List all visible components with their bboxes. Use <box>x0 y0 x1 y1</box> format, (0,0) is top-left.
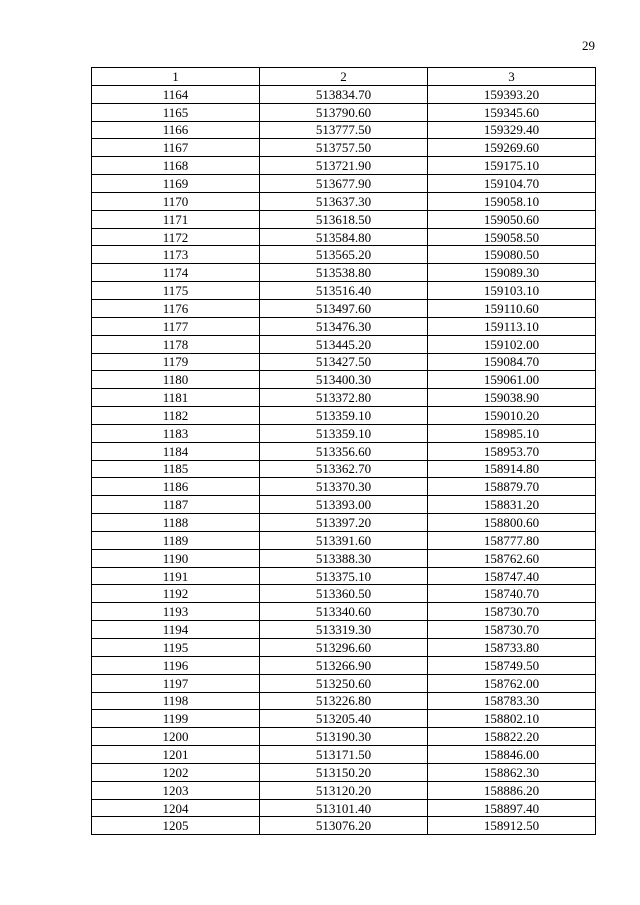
y-coordinate-cell: 159269.60 <box>428 139 596 157</box>
y-coordinate-cell: 158897.40 <box>428 799 596 817</box>
table-body <box>92 85 596 834</box>
y-coordinate-cell: 158762.60 <box>428 549 596 567</box>
table-row <box>92 407 596 425</box>
x-coordinate-cell: 513677.90 <box>260 175 428 193</box>
table-row <box>92 175 596 193</box>
point-number-cell: 1176 <box>92 299 260 317</box>
y-coordinate-cell: 158747.40 <box>428 567 596 585</box>
x-coordinate-cell: 513120.20 <box>260 781 428 799</box>
point-number-cell: 1199 <box>92 710 260 728</box>
point-number-cell: 1191 <box>92 567 260 585</box>
table-row <box>92 799 596 817</box>
point-number-cell: 1193 <box>92 603 260 621</box>
table-row <box>92 531 596 549</box>
x-coordinate-cell: 513359.10 <box>260 407 428 425</box>
table-row <box>92 389 596 407</box>
table-row <box>92 371 596 389</box>
table-row <box>92 299 596 317</box>
y-coordinate-cell: 158914.80 <box>428 460 596 478</box>
x-coordinate-cell: 513319.30 <box>260 621 428 639</box>
table-row <box>92 746 596 764</box>
table-row <box>92 192 596 210</box>
table-row <box>92 639 596 657</box>
x-coordinate-cell: 513205.40 <box>260 710 428 728</box>
y-coordinate-cell: 159084.70 <box>428 353 596 371</box>
table-row <box>92 246 596 264</box>
x-coordinate-cell: 513400.30 <box>260 371 428 389</box>
x-coordinate-cell: 513340.60 <box>260 603 428 621</box>
point-number-cell: 1188 <box>92 514 260 532</box>
y-coordinate-cell: 159089.30 <box>428 264 596 282</box>
x-coordinate-cell: 513565.20 <box>260 246 428 264</box>
table-row <box>92 514 596 532</box>
y-coordinate-cell: 158879.70 <box>428 478 596 496</box>
table-row <box>92 781 596 799</box>
table-row <box>92 567 596 585</box>
x-coordinate-cell: 513516.40 <box>260 282 428 300</box>
table-row <box>92 549 596 567</box>
x-coordinate-cell: 513777.50 <box>260 121 428 139</box>
x-coordinate-cell: 513362.70 <box>260 460 428 478</box>
y-coordinate-cell: 158985.10 <box>428 424 596 442</box>
point-number-cell: 1183 <box>92 424 260 442</box>
table-row <box>92 728 596 746</box>
y-coordinate-cell: 158762.00 <box>428 674 596 692</box>
x-coordinate-cell: 513359.10 <box>260 424 428 442</box>
point-number-cell: 1173 <box>92 246 260 264</box>
point-number-cell: 1166 <box>92 121 260 139</box>
table-row <box>92 282 596 300</box>
point-number-cell: 1180 <box>92 371 260 389</box>
x-coordinate-cell: 513393.00 <box>260 496 428 514</box>
point-number-cell: 1168 <box>92 157 260 175</box>
table-row <box>92 817 596 835</box>
x-coordinate-cell: 513360.50 <box>260 585 428 603</box>
table-row <box>92 85 596 103</box>
point-number-cell: 1192 <box>92 585 260 603</box>
point-number-cell: 1190 <box>92 549 260 567</box>
x-coordinate-cell: 513427.50 <box>260 353 428 371</box>
coordinates-table <box>91 67 596 835</box>
table-row <box>92 621 596 639</box>
x-coordinate-cell: 513834.70 <box>260 85 428 103</box>
y-coordinate-cell: 159058.50 <box>428 228 596 246</box>
point-number-cell: 1197 <box>92 674 260 692</box>
x-coordinate-cell: 513538.80 <box>260 264 428 282</box>
table-row <box>92 103 596 121</box>
point-number-cell: 1172 <box>92 228 260 246</box>
y-coordinate-cell: 158862.30 <box>428 763 596 781</box>
y-coordinate-cell: 158886.20 <box>428 781 596 799</box>
y-coordinate-cell: 159345.60 <box>428 103 596 121</box>
column-header-3: 3 <box>428 68 596 86</box>
x-coordinate-cell: 513101.40 <box>260 799 428 817</box>
table-row <box>92 335 596 353</box>
y-coordinate-cell: 159080.50 <box>428 246 596 264</box>
header-row <box>92 68 596 86</box>
y-coordinate-cell: 159038.90 <box>428 389 596 407</box>
y-coordinate-cell: 159110.60 <box>428 299 596 317</box>
x-coordinate-cell: 513266.90 <box>260 656 428 674</box>
y-coordinate-cell: 158777.80 <box>428 531 596 549</box>
point-number-cell: 1201 <box>92 746 260 764</box>
x-coordinate-cell: 513618.50 <box>260 210 428 228</box>
x-coordinate-cell: 513790.60 <box>260 103 428 121</box>
page-number: 29 <box>582 38 595 53</box>
point-number-cell: 1175 <box>92 282 260 300</box>
point-number-cell: 1178 <box>92 335 260 353</box>
x-coordinate-cell: 513445.20 <box>260 335 428 353</box>
x-coordinate-cell: 513226.80 <box>260 692 428 710</box>
table-row <box>92 139 596 157</box>
x-coordinate-cell: 513397.20 <box>260 514 428 532</box>
point-number-cell: 1186 <box>92 478 260 496</box>
x-coordinate-cell: 513370.30 <box>260 478 428 496</box>
point-number-cell: 1169 <box>92 175 260 193</box>
table-row <box>92 585 596 603</box>
y-coordinate-cell: 159103.10 <box>428 282 596 300</box>
x-coordinate-cell: 513757.50 <box>260 139 428 157</box>
point-number-cell: 1196 <box>92 656 260 674</box>
y-coordinate-cell: 159102.00 <box>428 335 596 353</box>
x-coordinate-cell: 513375.10 <box>260 567 428 585</box>
y-coordinate-cell: 159113.10 <box>428 317 596 335</box>
table-row <box>92 157 596 175</box>
point-number-cell: 1205 <box>92 817 260 835</box>
x-coordinate-cell: 513296.60 <box>260 639 428 657</box>
table-row <box>92 603 596 621</box>
table-row <box>92 710 596 728</box>
table-row <box>92 264 596 282</box>
point-number-cell: 1164 <box>92 85 260 103</box>
y-coordinate-cell: 158800.60 <box>428 514 596 532</box>
table-header <box>92 68 596 86</box>
table-row <box>92 478 596 496</box>
x-coordinate-cell: 513076.20 <box>260 817 428 835</box>
table-row <box>92 353 596 371</box>
point-number-cell: 1170 <box>92 192 260 210</box>
table-row <box>92 496 596 514</box>
column-header-1: 1 <box>92 68 260 86</box>
point-number-cell: 1174 <box>92 264 260 282</box>
table-row <box>92 656 596 674</box>
y-coordinate-cell: 159061.00 <box>428 371 596 389</box>
x-coordinate-cell: 513372.80 <box>260 389 428 407</box>
y-coordinate-cell: 159010.20 <box>428 407 596 425</box>
y-coordinate-cell: 159104.70 <box>428 175 596 193</box>
point-number-cell: 1194 <box>92 621 260 639</box>
y-coordinate-cell: 158730.70 <box>428 621 596 639</box>
x-coordinate-cell: 513190.30 <box>260 728 428 746</box>
point-number-cell: 1167 <box>92 139 260 157</box>
point-number-cell: 1184 <box>92 442 260 460</box>
y-coordinate-cell: 158831.20 <box>428 496 596 514</box>
y-coordinate-cell: 158783.30 <box>428 692 596 710</box>
x-coordinate-cell: 513171.50 <box>260 746 428 764</box>
table-row <box>92 317 596 335</box>
table-row <box>92 763 596 781</box>
column-header-2: 2 <box>260 68 428 86</box>
y-coordinate-cell: 158740.70 <box>428 585 596 603</box>
y-coordinate-cell: 159175.10 <box>428 157 596 175</box>
x-coordinate-cell: 513721.90 <box>260 157 428 175</box>
y-coordinate-cell: 158749.50 <box>428 656 596 674</box>
point-number-cell: 1202 <box>92 763 260 781</box>
x-coordinate-cell: 513391.60 <box>260 531 428 549</box>
point-number-cell: 1195 <box>92 639 260 657</box>
y-coordinate-cell: 159393.20 <box>428 85 596 103</box>
x-coordinate-cell: 513584.80 <box>260 228 428 246</box>
y-coordinate-cell: 158846.00 <box>428 746 596 764</box>
point-number-cell: 1203 <box>92 781 260 799</box>
y-coordinate-cell: 159050.60 <box>428 210 596 228</box>
x-coordinate-cell: 513250.60 <box>260 674 428 692</box>
table-row <box>92 674 596 692</box>
point-number-cell: 1182 <box>92 407 260 425</box>
x-coordinate-cell: 513388.30 <box>260 549 428 567</box>
point-number-cell: 1181 <box>92 389 260 407</box>
y-coordinate-cell: 159058.10 <box>428 192 596 210</box>
y-coordinate-cell: 158912.50 <box>428 817 596 835</box>
y-coordinate-cell: 158802.10 <box>428 710 596 728</box>
x-coordinate-cell: 513356.60 <box>260 442 428 460</box>
point-number-cell: 1165 <box>92 103 260 121</box>
point-number-cell: 1189 <box>92 531 260 549</box>
point-number-cell: 1204 <box>92 799 260 817</box>
table-row <box>92 228 596 246</box>
point-number-cell: 1200 <box>92 728 260 746</box>
table-row <box>92 692 596 710</box>
y-coordinate-cell: 158822.20 <box>428 728 596 746</box>
table-row <box>92 442 596 460</box>
table-row <box>92 460 596 478</box>
point-number-cell: 1187 <box>92 496 260 514</box>
x-coordinate-cell: 513497.60 <box>260 299 428 317</box>
table-row <box>92 424 596 442</box>
point-number-cell: 1177 <box>92 317 260 335</box>
point-number-cell: 1171 <box>92 210 260 228</box>
x-coordinate-cell: 513150.20 <box>260 763 428 781</box>
x-coordinate-cell: 513476.30 <box>260 317 428 335</box>
y-coordinate-cell: 158953.70 <box>428 442 596 460</box>
x-coordinate-cell: 513637.30 <box>260 192 428 210</box>
y-coordinate-cell: 158730.70 <box>428 603 596 621</box>
table-row <box>92 210 596 228</box>
point-number-cell: 1179 <box>92 353 260 371</box>
y-coordinate-cell: 159329.40 <box>428 121 596 139</box>
point-number-cell: 1198 <box>92 692 260 710</box>
table-row <box>92 121 596 139</box>
point-number-cell: 1185 <box>92 460 260 478</box>
y-coordinate-cell: 158733.80 <box>428 639 596 657</box>
